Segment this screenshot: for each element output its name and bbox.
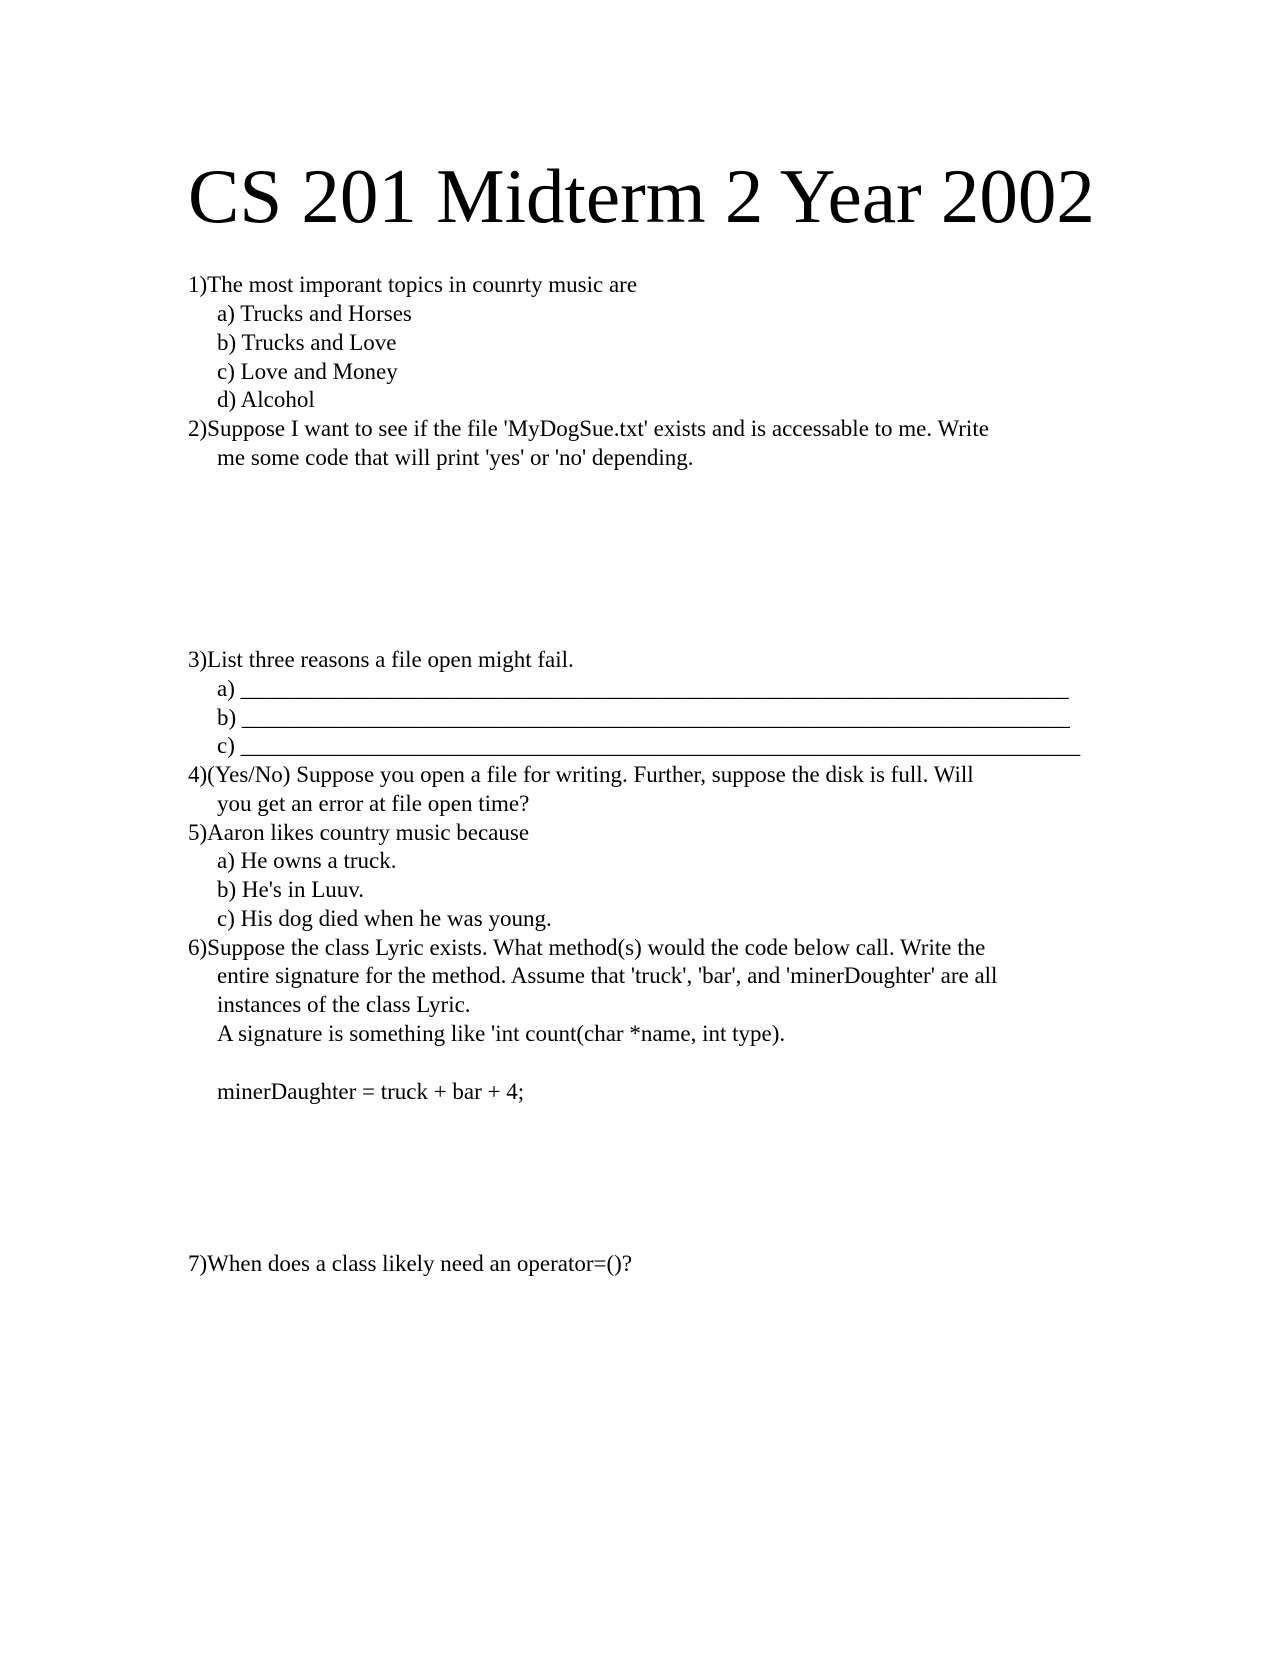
question-number: 6) — [188, 935, 208, 960]
question-number: 2) — [188, 416, 208, 441]
question-number: 7) — [188, 1251, 208, 1276]
q6-code-line: minerDaughter = truck + bar + 4; — [217, 1079, 525, 1104]
q6-text-continued: instances of the class Lyric. — [217, 992, 471, 1017]
q6-signature-example: A signature is something like 'int count(char *name, int type). — [217, 1021, 786, 1046]
question-2 — [188, 414, 989, 443]
question-1 — [188, 270, 637, 299]
question-text: The most imporant topics in counrty music are — [207, 272, 638, 297]
q1-option-b: b) Trucks and Love — [217, 330, 397, 355]
q2-text-continued: me some code that will print 'yes' or 'no' depending. — [217, 445, 694, 470]
question-text: Suppose the class Lyric exists. What method(s) would the code below call. Write the — [207, 935, 986, 960]
q3-answer-blank-a: a) ________________________________________________________________________ — [217, 676, 1069, 701]
q5-option-c: c) His dog died when he was young. — [217, 906, 552, 931]
question-3 — [188, 645, 574, 674]
q1-option-a: a) Trucks and Horses — [217, 301, 412, 326]
question-number: 1) — [188, 272, 208, 297]
q5-option-a: a) He owns a truck. — [217, 848, 397, 873]
question-text: List three reasons a file open might fail. — [207, 647, 574, 672]
question-5 — [188, 818, 529, 847]
q3-answer-blank-c: c) _________________________________________________________________________ — [217, 733, 1081, 758]
question-text: When does a class likely need an operator=()? — [207, 1251, 633, 1276]
question-7 — [188, 1249, 632, 1278]
q1-option-d: d) Alcohol — [217, 387, 315, 412]
q3-answer-blank-b: b) ________________________________________________________________________ — [217, 705, 1070, 730]
question-number: 4) — [188, 762, 208, 787]
q6-text-continued: entire signature for the method. Assume that 'truck', 'bar', and 'minerDoughter' are all — [217, 963, 998, 988]
question-number: 5) — [188, 820, 208, 845]
question-6 — [188, 933, 985, 962]
exam-title: CS 201 Midterm 2 Year 2002 — [188, 153, 1095, 239]
question-text: Suppose I want to see if the file 'MyDogSue.txt' exists and is accessable to me. Write — [207, 416, 989, 441]
question-4 — [188, 760, 974, 789]
q1-option-c: c) Love and Money — [217, 359, 398, 384]
question-number: 3) — [188, 647, 208, 672]
q5-option-b: b) He's in Luuv. — [217, 877, 365, 902]
q4-text-continued: you get an error at file open time? — [217, 791, 530, 816]
question-text: Aaron likes country music because — [207, 820, 530, 845]
question-text: (Yes/No) Suppose you open a file for writing. Further, suppose the disk is full. Will — [207, 762, 974, 787]
